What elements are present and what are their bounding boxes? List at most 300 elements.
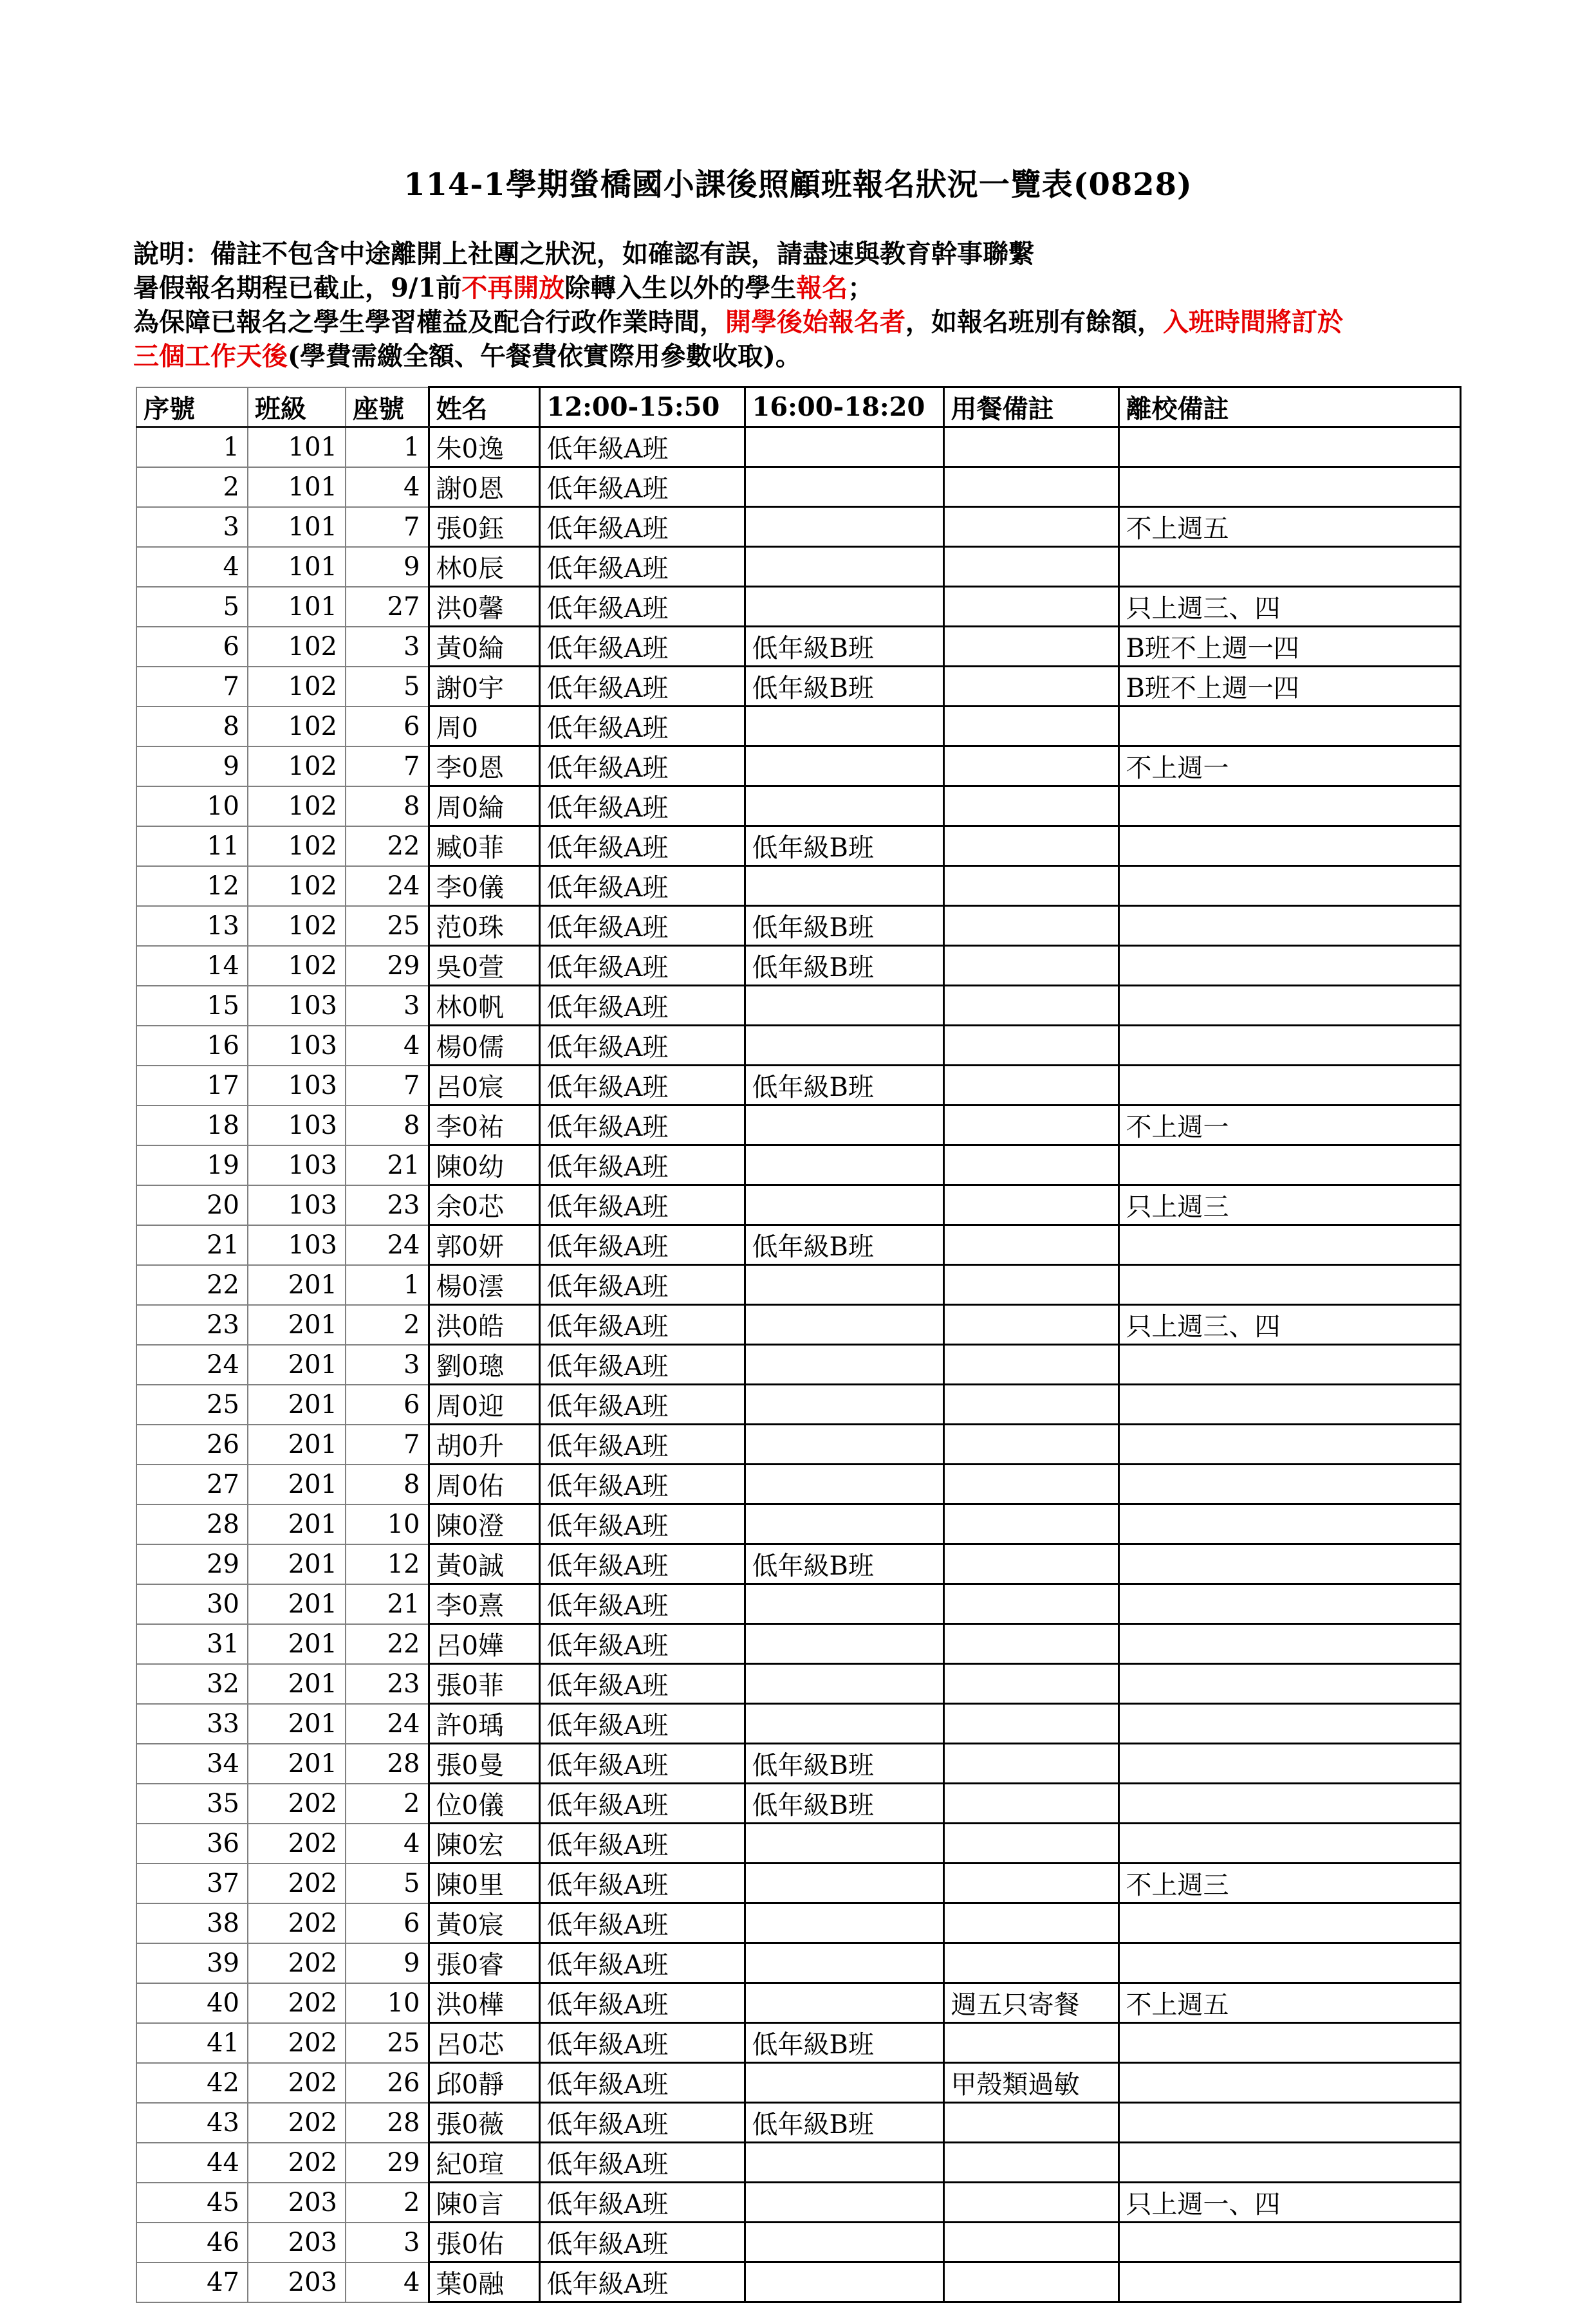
seat-cell: 8 xyxy=(346,786,429,826)
seq-cell: 47 xyxy=(136,2262,248,2302)
table-row xyxy=(136,2143,1460,2183)
leave-note-cell xyxy=(1118,1624,1460,1664)
seq-cell: 18 xyxy=(136,1105,248,1145)
slot-1200-1550-cell: 低年級A班 xyxy=(539,587,745,627)
meal-note-cell xyxy=(943,2183,1118,2223)
meal-note-cell xyxy=(943,1185,1118,1225)
meal-note-cell xyxy=(943,2103,1118,2143)
slot-1200-1550-cell: 低年級A班 xyxy=(539,946,745,986)
seq-cell: 10 xyxy=(136,786,248,826)
name-cell: 洪0樺 xyxy=(429,1983,539,2023)
seq-cell: 19 xyxy=(136,1145,248,1185)
name-cell: 張0佑 xyxy=(429,2223,539,2262)
slot-1600-1820-cell xyxy=(745,1105,943,1145)
class-cell: 102 xyxy=(248,667,346,707)
explanation-text: ； xyxy=(848,273,874,303)
slot-1200-1550-cell: 低年級A班 xyxy=(539,2063,745,2103)
name-cell: 郭0妍 xyxy=(429,1225,539,1265)
seat-cell: 3 xyxy=(346,986,429,1026)
meal-note-cell xyxy=(943,1624,1118,1664)
meal-note-cell xyxy=(943,1544,1118,1584)
seq-cell: 22 xyxy=(136,1265,248,1305)
table-row xyxy=(136,2103,1460,2143)
table-row xyxy=(136,2063,1460,2103)
table-row xyxy=(136,1584,1460,1624)
seat-cell: 5 xyxy=(346,1864,429,1903)
name-cell: 李0祐 xyxy=(429,1105,539,1145)
slot-1200-1550-cell: 低年級A班 xyxy=(539,1784,745,1824)
seq-cell: 7 xyxy=(136,667,248,707)
leave-note-cell: 不上週五 xyxy=(1118,507,1460,547)
class-cell: 201 xyxy=(248,1465,346,1504)
meal-note-cell xyxy=(943,946,1118,986)
slot-1600-1820-cell xyxy=(745,1664,943,1704)
seat-cell: 4 xyxy=(346,1824,429,1864)
table-row xyxy=(136,467,1460,507)
meal-note-cell xyxy=(943,1425,1118,1465)
class-cell: 103 xyxy=(248,1026,346,1066)
seat-cell: 12 xyxy=(346,1544,429,1584)
slot-1200-1550-cell: 低年級A班 xyxy=(539,1345,745,1385)
seq-cell: 20 xyxy=(136,1185,248,1225)
table-row xyxy=(136,1624,1460,1664)
slot-1200-1550-cell: 低年級A班 xyxy=(539,627,745,667)
slot-1600-1820-cell: 低年級B班 xyxy=(745,1225,943,1265)
name-cell: 陳0里 xyxy=(429,1864,539,1903)
name-cell: 呂0宸 xyxy=(429,1066,539,1105)
table-row xyxy=(136,1026,1460,1066)
slot-1200-1550-cell: 低年級A班 xyxy=(539,1704,745,1744)
name-cell: 謝0恩 xyxy=(429,467,539,507)
meal-note-cell xyxy=(943,746,1118,786)
seq-cell: 28 xyxy=(136,1504,248,1544)
name-cell: 李0恩 xyxy=(429,746,539,786)
seq-cell: 11 xyxy=(136,826,248,866)
name-cell: 周0 xyxy=(429,707,539,746)
seq-cell: 46 xyxy=(136,2223,248,2262)
seat-cell: 22 xyxy=(346,826,429,866)
table-row xyxy=(136,1105,1460,1145)
leave-note-cell xyxy=(1118,786,1460,826)
class-cell: 101 xyxy=(248,587,346,627)
slot-1200-1550-cell: 低年級A班 xyxy=(539,667,745,707)
seat-cell: 3 xyxy=(346,1345,429,1385)
col-header-seat: 座號 xyxy=(346,387,429,427)
seat-cell: 6 xyxy=(346,1903,429,1943)
name-cell: 臧0菲 xyxy=(429,826,539,866)
seat-cell: 24 xyxy=(346,1225,429,1265)
seat-cell: 23 xyxy=(346,1185,429,1225)
meal-note-cell xyxy=(943,467,1118,507)
seq-cell: 37 xyxy=(136,1864,248,1903)
slot-1200-1550-cell: 低年級A班 xyxy=(539,1105,745,1145)
seat-cell: 7 xyxy=(346,1425,429,1465)
slot-1600-1820-cell xyxy=(745,547,943,587)
leave-note-cell xyxy=(1118,547,1460,587)
leave-note-cell xyxy=(1118,1704,1460,1744)
meal-note-cell xyxy=(943,1225,1118,1265)
seat-cell: 28 xyxy=(346,1744,429,1784)
seat-cell: 29 xyxy=(346,946,429,986)
seq-cell: 2 xyxy=(136,467,248,507)
seat-cell: 10 xyxy=(346,1504,429,1544)
slot-1600-1820-cell xyxy=(745,1385,943,1425)
name-cell: 胡0升 xyxy=(429,1425,539,1465)
class-cell: 202 xyxy=(248,1824,346,1864)
explanation-text-red: 三個工作天後 xyxy=(133,341,288,371)
slot-1600-1820-cell: 低年級B班 xyxy=(745,946,943,986)
meal-note-cell xyxy=(943,547,1118,587)
leave-note-cell: 不上週一 xyxy=(1118,1105,1460,1145)
seq-cell: 26 xyxy=(136,1425,248,1465)
leave-note-cell: 只上週三、四 xyxy=(1118,587,1460,627)
table-row xyxy=(136,1425,1460,1465)
seq-cell: 43 xyxy=(136,2103,248,2143)
slot-1600-1820-cell xyxy=(745,1425,943,1465)
seat-cell: 7 xyxy=(346,507,429,547)
table-row xyxy=(136,946,1460,986)
col-header-name: 姓名 xyxy=(429,387,539,427)
leave-note-cell xyxy=(1118,707,1460,746)
name-cell: 黃0綸 xyxy=(429,627,539,667)
meal-note-cell xyxy=(943,587,1118,627)
leave-note-cell xyxy=(1118,1584,1460,1624)
slot-1600-1820-cell xyxy=(745,587,943,627)
seq-cell: 36 xyxy=(136,1824,248,1864)
explanation-text: (學費需繳全額、午餐費依實際用參數收取)。 xyxy=(288,341,801,371)
seat-cell: 4 xyxy=(346,1026,429,1066)
slot-1200-1550-cell: 低年級A班 xyxy=(539,1145,745,1185)
table-row xyxy=(136,1385,1460,1425)
leave-note-cell xyxy=(1118,2262,1460,2302)
seq-cell: 33 xyxy=(136,1704,248,1744)
name-cell: 劉0璁 xyxy=(429,1345,539,1385)
class-cell: 103 xyxy=(248,986,346,1026)
slot-1200-1550-cell: 低年級A班 xyxy=(539,1504,745,1544)
meal-note-cell xyxy=(943,826,1118,866)
seat-cell: 6 xyxy=(346,1385,429,1425)
slot-1600-1820-cell xyxy=(745,507,943,547)
seat-cell: 2 xyxy=(346,2183,429,2223)
slot-1200-1550-cell: 低年級A班 xyxy=(539,547,745,587)
seq-cell: 15 xyxy=(136,986,248,1026)
slot-1600-1820-cell: 低年級B班 xyxy=(745,2023,943,2063)
page-title: 114-1學期螢橋國小課後照顧班報名狀況一覽表(0828) xyxy=(404,167,1192,203)
table-row xyxy=(136,2023,1460,2063)
meal-note-cell xyxy=(943,627,1118,667)
seat-cell: 25 xyxy=(346,2023,429,2063)
class-cell: 103 xyxy=(248,1105,346,1145)
name-cell: 范0珠 xyxy=(429,906,539,946)
class-cell: 201 xyxy=(248,1544,346,1584)
explanation-text-red: 報名 xyxy=(796,273,848,303)
leave-note-cell xyxy=(1118,866,1460,906)
slot-1200-1550-cell: 低年級A班 xyxy=(539,1544,745,1584)
seq-cell: 8 xyxy=(136,707,248,746)
meal-note-cell xyxy=(943,986,1118,1026)
seq-cell: 27 xyxy=(136,1465,248,1504)
seq-cell: 41 xyxy=(136,2023,248,2063)
roster-table xyxy=(136,386,1461,2303)
meal-note-cell: 週五只寄餐 xyxy=(943,1983,1118,2023)
leave-note-cell xyxy=(1118,1504,1460,1544)
name-cell: 林0帆 xyxy=(429,986,539,1026)
slot-1200-1550-cell: 低年級A班 xyxy=(539,1225,745,1265)
explanation-text: ，如報名班別有餘額， xyxy=(905,307,1163,337)
seq-cell: 31 xyxy=(136,1624,248,1664)
col-header-slot-1200-1550: 12:00-15:50 xyxy=(539,387,745,427)
leave-note-cell xyxy=(1118,2063,1460,2103)
slot-1200-1550-cell: 低年級A班 xyxy=(539,1265,745,1305)
slot-1600-1820-cell xyxy=(745,427,943,467)
seq-cell: 30 xyxy=(136,1584,248,1624)
leave-note-cell xyxy=(1118,1145,1460,1185)
class-cell: 102 xyxy=(248,707,346,746)
seat-cell: 2 xyxy=(346,1305,429,1345)
seat-cell: 10 xyxy=(346,1983,429,2023)
seat-cell: 3 xyxy=(346,627,429,667)
slot-1600-1820-cell xyxy=(745,1026,943,1066)
leave-note-cell xyxy=(1118,1345,1460,1385)
name-cell: 周0佑 xyxy=(429,1465,539,1504)
leave-note-cell xyxy=(1118,1265,1460,1305)
seq-cell: 44 xyxy=(136,2143,248,2183)
class-cell: 203 xyxy=(248,2183,346,2223)
explanation-line xyxy=(133,271,1485,305)
table-row xyxy=(136,986,1460,1026)
meal-note-cell xyxy=(943,1465,1118,1504)
meal-note-cell xyxy=(943,1305,1118,1345)
name-cell: 楊0儒 xyxy=(429,1026,539,1066)
slot-1200-1550-cell: 低年級A班 xyxy=(539,467,745,507)
seq-cell: 29 xyxy=(136,1544,248,1584)
leave-note-cell xyxy=(1118,1943,1460,1983)
name-cell: 陳0言 xyxy=(429,2183,539,2223)
slot-1600-1820-cell xyxy=(745,1983,943,2023)
slot-1200-1550-cell: 低年級A班 xyxy=(539,2023,745,2063)
leave-note-cell: B班不上週一四 xyxy=(1118,667,1460,707)
table-row xyxy=(136,507,1460,547)
class-cell: 202 xyxy=(248,1784,346,1824)
class-cell: 201 xyxy=(248,1584,346,1624)
meal-note-cell xyxy=(943,1704,1118,1744)
name-cell: 張0菲 xyxy=(429,1664,539,1704)
seq-cell: 6 xyxy=(136,627,248,667)
seq-cell: 12 xyxy=(136,866,248,906)
slot-1200-1550-cell: 低年級A班 xyxy=(539,1066,745,1105)
name-cell: 邱0靜 xyxy=(429,2063,539,2103)
name-cell: 陳0幼 xyxy=(429,1145,539,1185)
class-cell: 103 xyxy=(248,1225,346,1265)
name-cell: 陳0宏 xyxy=(429,1824,539,1864)
slot-1200-1550-cell: 低年級A班 xyxy=(539,427,745,467)
meal-note-cell xyxy=(943,1664,1118,1704)
name-cell: 張0睿 xyxy=(429,1943,539,1983)
seat-cell: 25 xyxy=(346,906,429,946)
class-cell: 202 xyxy=(248,1903,346,1943)
slot-1600-1820-cell: 低年級B班 xyxy=(745,1066,943,1105)
slot-1600-1820-cell xyxy=(745,1465,943,1504)
seq-cell: 16 xyxy=(136,1026,248,1066)
class-cell: 101 xyxy=(248,547,346,587)
meal-note-cell xyxy=(943,1903,1118,1943)
col-header-meal-note: 用餐備註 xyxy=(943,387,1118,427)
table-row xyxy=(136,746,1460,786)
class-cell: 201 xyxy=(248,1664,346,1704)
seat-cell: 27 xyxy=(346,587,429,627)
slot-1600-1820-cell xyxy=(745,1903,943,1943)
table-row xyxy=(136,1465,1460,1504)
seat-cell: 4 xyxy=(346,2262,429,2302)
leave-note-cell xyxy=(1118,1744,1460,1784)
name-cell: 洪0馨 xyxy=(429,587,539,627)
slot-1200-1550-cell: 低年級A班 xyxy=(539,1465,745,1504)
leave-note-cell xyxy=(1118,906,1460,946)
meal-note-cell xyxy=(943,1026,1118,1066)
explanation-text-red: 不再開放 xyxy=(461,273,565,303)
table-row xyxy=(136,786,1460,826)
slot-1600-1820-cell xyxy=(745,1704,943,1744)
slot-1600-1820-cell xyxy=(745,1185,943,1225)
meal-note-cell xyxy=(943,1385,1118,1425)
slot-1600-1820-cell: 低年級B班 xyxy=(745,906,943,946)
slot-1600-1820-cell: 低年級B班 xyxy=(745,1544,943,1584)
slot-1600-1820-cell xyxy=(745,746,943,786)
table-row xyxy=(136,1903,1460,1943)
slot-1200-1550-cell: 低年級A班 xyxy=(539,507,745,547)
slot-1200-1550-cell: 低年級A班 xyxy=(539,1425,745,1465)
slot-1200-1550-cell: 低年級A班 xyxy=(539,986,745,1026)
name-cell: 李0儀 xyxy=(429,866,539,906)
name-cell: 黃0宸 xyxy=(429,1903,539,1943)
leave-note-cell: 只上週三 xyxy=(1118,1185,1460,1225)
table-row xyxy=(136,1066,1460,1105)
slot-1600-1820-cell xyxy=(745,1305,943,1345)
seat-cell: 8 xyxy=(346,1465,429,1504)
seq-cell: 5 xyxy=(136,587,248,627)
seq-cell: 21 xyxy=(136,1225,248,1265)
table-row xyxy=(136,1983,1460,2023)
slot-1600-1820-cell xyxy=(745,1504,943,1544)
meal-note-cell xyxy=(943,1943,1118,1983)
slot-1600-1820-cell xyxy=(745,986,943,1026)
leave-note-cell xyxy=(1118,2143,1460,2183)
explanation-line xyxy=(133,237,1485,271)
class-cell: 202 xyxy=(248,1943,346,1983)
seat-cell: 26 xyxy=(346,2063,429,2103)
meal-note-cell xyxy=(943,1824,1118,1864)
meal-note-cell xyxy=(943,786,1118,826)
class-cell: 202 xyxy=(248,2023,346,2063)
leave-note-cell: 不上週三 xyxy=(1118,1864,1460,1903)
name-cell: 謝0宇 xyxy=(429,667,539,707)
slot-1200-1550-cell: 低年級A班 xyxy=(539,1385,745,1425)
slot-1200-1550-cell: 低年級A班 xyxy=(539,2223,745,2262)
meal-note-cell xyxy=(943,1066,1118,1105)
meal-note-cell xyxy=(943,507,1118,547)
class-cell: 201 xyxy=(248,1305,346,1345)
table-row xyxy=(136,1704,1460,1744)
slot-1200-1550-cell: 低年級A班 xyxy=(539,786,745,826)
slot-1200-1550-cell: 低年級A班 xyxy=(539,826,745,866)
slot-1600-1820-cell xyxy=(745,2262,943,2302)
meal-note-cell xyxy=(943,1265,1118,1305)
table-row xyxy=(136,587,1460,627)
table-row xyxy=(136,1784,1460,1824)
seq-cell: 1 xyxy=(136,427,248,467)
seq-cell: 13 xyxy=(136,906,248,946)
class-cell: 103 xyxy=(248,1145,346,1185)
name-cell: 呂0芯 xyxy=(429,2023,539,2063)
table-row xyxy=(136,1145,1460,1185)
leave-note-cell xyxy=(1118,826,1460,866)
seat-cell: 9 xyxy=(346,1943,429,1983)
meal-note-cell xyxy=(943,2143,1118,2183)
table-row xyxy=(136,427,1460,467)
name-cell: 許0瑀 xyxy=(429,1704,539,1744)
seq-cell: 23 xyxy=(136,1305,248,1345)
slot-1600-1820-cell xyxy=(745,2183,943,2223)
slot-1600-1820-cell xyxy=(745,1345,943,1385)
slot-1200-1550-cell: 低年級A班 xyxy=(539,1305,745,1345)
name-cell: 葉0融 xyxy=(429,2262,539,2302)
slot-1200-1550-cell: 低年級A班 xyxy=(539,1983,745,2023)
slot-1200-1550-cell: 低年級A班 xyxy=(539,707,745,746)
seat-cell: 24 xyxy=(346,866,429,906)
meal-note-cell xyxy=(943,1864,1118,1903)
explanation-text: 說明：備註不包含中途離開上社團之狀況，如確認有誤，請盡速與教育幹事聯繫 xyxy=(133,239,1034,269)
seat-cell: 21 xyxy=(346,1145,429,1185)
name-cell: 張0薇 xyxy=(429,2103,539,2143)
leave-note-cell xyxy=(1118,1026,1460,1066)
slot-1200-1550-cell: 低年級A班 xyxy=(539,866,745,906)
slot-1600-1820-cell: 低年級B班 xyxy=(745,667,943,707)
class-cell: 103 xyxy=(248,1185,346,1225)
leave-note-cell: 只上週一、四 xyxy=(1118,2183,1460,2223)
name-cell: 楊0澐 xyxy=(429,1265,539,1305)
slot-1200-1550-cell: 低年級A班 xyxy=(539,2183,745,2223)
seq-cell: 45 xyxy=(136,2183,248,2223)
explanation-line xyxy=(133,305,1485,339)
leave-note-cell xyxy=(1118,2223,1460,2262)
table-row xyxy=(136,627,1460,667)
seat-cell: 8 xyxy=(346,1105,429,1145)
seat-cell: 23 xyxy=(346,1664,429,1704)
slot-1600-1820-cell xyxy=(745,2063,943,2103)
class-cell: 102 xyxy=(248,826,346,866)
table-row xyxy=(136,1265,1460,1305)
table-row xyxy=(136,2262,1460,2302)
seat-cell: 3 xyxy=(346,2223,429,2262)
meal-note-cell xyxy=(943,906,1118,946)
class-cell: 201 xyxy=(248,1704,346,1744)
explanation-text-red: 入班時間將訂於 xyxy=(1163,307,1343,337)
name-cell: 呂0嬅 xyxy=(429,1624,539,1664)
seat-cell: 24 xyxy=(346,1704,429,1744)
seq-cell: 34 xyxy=(136,1744,248,1784)
table-row xyxy=(136,826,1460,866)
seat-cell: 4 xyxy=(346,467,429,507)
table-header-row xyxy=(136,387,1460,427)
slot-1200-1550-cell: 低年級A班 xyxy=(539,1744,745,1784)
class-cell: 103 xyxy=(248,1066,346,1105)
seq-cell: 35 xyxy=(136,1784,248,1824)
leave-note-cell: 不上週一 xyxy=(1118,746,1460,786)
slot-1600-1820-cell xyxy=(745,1824,943,1864)
slot-1600-1820-cell xyxy=(745,467,943,507)
slot-1200-1550-cell: 低年級A班 xyxy=(539,1624,745,1664)
slot-1600-1820-cell xyxy=(745,2223,943,2262)
